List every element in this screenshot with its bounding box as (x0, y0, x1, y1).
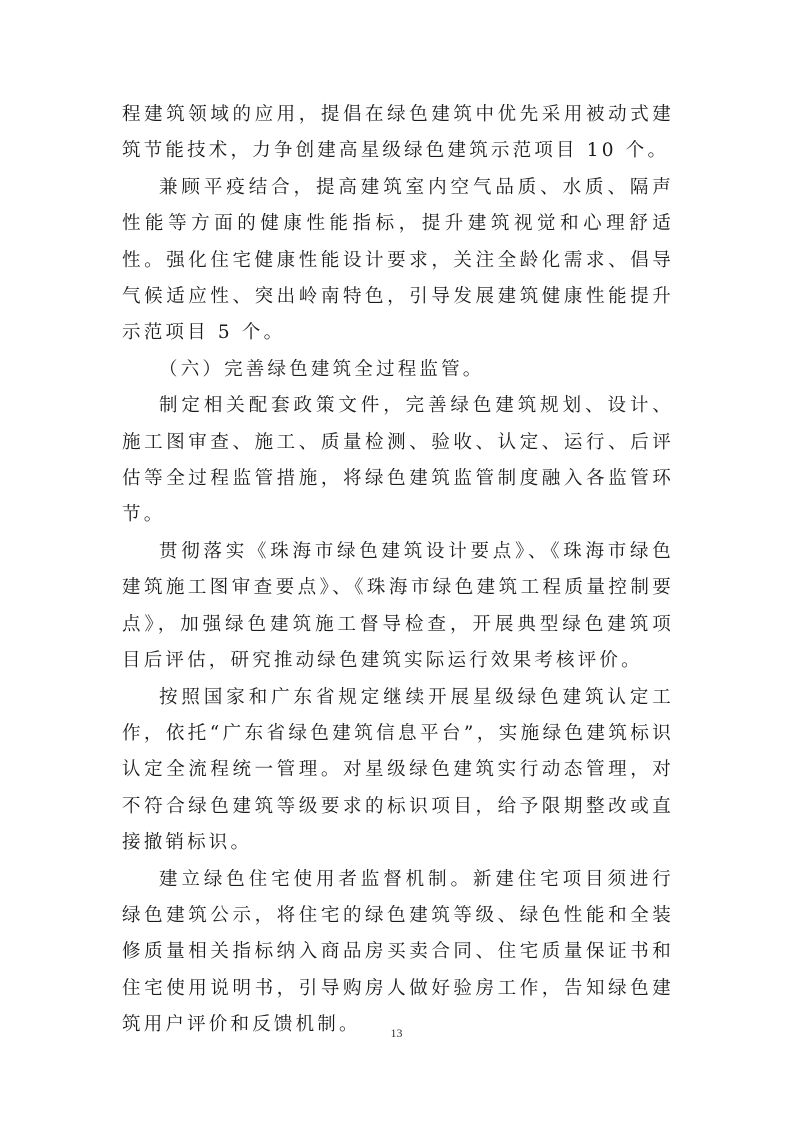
paragraph-policy-documents: 制定相关配套政策文件，完善绿色建筑规划、设计、施工图审查、施工、质量检测、验收、认定、运行、后评估等全过程监管措施，将绿色建筑监管制度融入各监管环节。 (122, 395, 674, 526)
paragraph-continuation: 程建筑领域的应用，提倡在绿色建筑中优先采用被动式建筑节能技术，力争创建高星级绿色建筑示范项目 10 个。 (122, 104, 674, 162)
paragraph-user-supervision: 建立绿色住宅使用者监督机制。新建住宅项目须进行绿色建筑公示，将住宅的绿色建筑等级、绿色性能和全装修质量相关指标纳入商品房买卖合同、住宅质量保证书和住宅使用说明书，引导购房人做好验房工作，告知绿色建筑用户评价和反馈机制。 (122, 868, 674, 1036)
body-text (122, 97, 674, 1044)
paragraph-star-certification: 按照国家和广东省规定继续开展星级绿色建筑认定工作，依托“广东省绿色建筑信息平台”，实施绿色建筑标识认定全流程统一管理。对星级绿色建筑实行动态管理，对不符合绿色建筑等级要求的标识项目，给予限期整改或直接撤销标识。 (122, 686, 674, 854)
paragraph-implementation-points: 贯彻落实《珠海市绿色建筑设计要点》、《珠海市绿色建筑施工图审查要点》、《珠海市绿色建筑工程质量控制要点》，加强绿色建筑施工督导检查，开展典型绿色建筑项目后评估，研究推动绿色建筑实际运行效果考核评价。 (122, 540, 674, 672)
paragraph-health-performance: 兼顾平疫结合，提高建筑室内空气品质、水质、隔声性能等方面的健康性能指标，提升建筑视觉和心理舒适性。强化住宅健康性能设计要求，关注全龄化需求、倡导气候适应性、突出岭南特色，引导发展建筑健康性能提升示范项目 5 个。 (122, 176, 674, 344)
section-heading-6: （六）完善绿色建筑全过程监管。 (159, 358, 485, 380)
page-number: 13 (390, 1026, 403, 1040)
